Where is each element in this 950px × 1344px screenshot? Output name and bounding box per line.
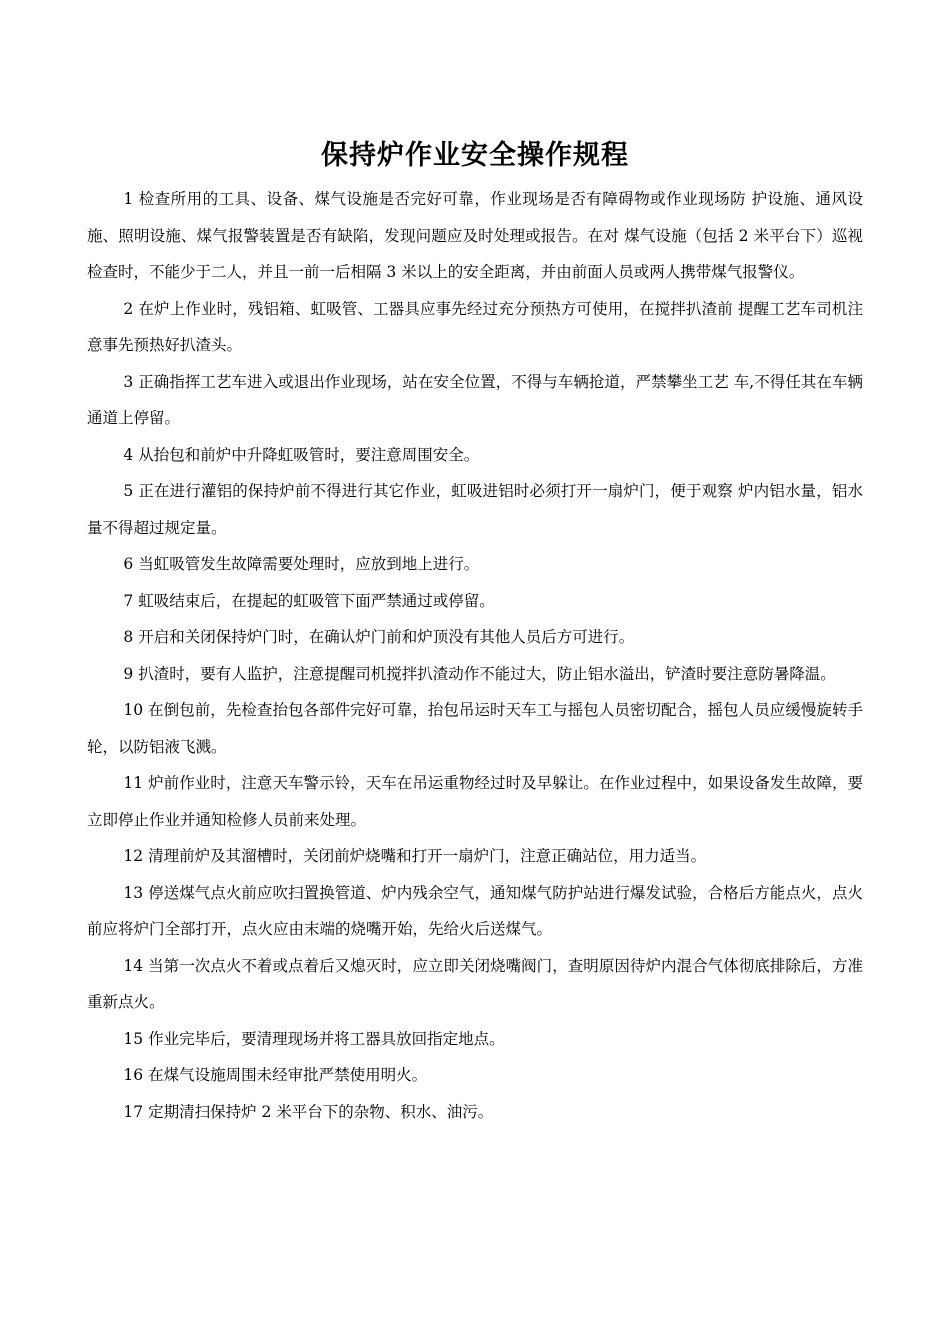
document-body <box>87 181 863 1130</box>
paragraph-8: 8 开启和关闭保持炉门时，在确认炉门前和炉顶没有其他人员后方可进行。 <box>123 628 635 646</box>
paragraph-6: 6 当虹吸管发生故障需要处理时，应放到地上进行。 <box>123 555 480 573</box>
paragraph-11: 11 炉前作业时，注意天车警示铃，天车在吊运重物经过时及早躲让。在作业过程中，如果设备发生故障，要立即停止作业并通知检修人员前来处理。 <box>87 774 863 829</box>
paragraph-15: 15 作业完毕后，要清理现场并将工器具放回指定地点。 <box>123 1029 505 1048</box>
paragraph-3: 3 正确指挥工艺车进入或退出作业现场，站在安全位置，不得与车辆抢道，严禁攀坐工艺 车,不得任其在车辆通道上停留。 <box>87 372 863 427</box>
paragraph-14: 14 当第一次点火不着或点着后又熄灭时，应立即关闭烧嘴阀门，查明原因待炉内混合气体彻底排除后，方准重新点火。 <box>87 956 863 1011</box>
paragraph-2: 2 在炉上作业时，残铝箱、虹吸管、工器具应事先经过充分预热方可使用，在搅拌扒渣前 提醒工艺车司机注意事先预热好扒渣头。 <box>87 299 863 354</box>
paragraph-5: 5 正在进行灌铝的保持炉前不得进行其它作业，虹吸进铝时必须打开一扇炉门，便于观察 炉内铝水量，铝水量不得超过规定量。 <box>87 482 863 537</box>
paragraph-16: 16 在煤气设施周围未经审批严禁使用明火。 <box>123 1066 428 1084</box>
paragraph-10: 10 在倒包前，先检查抬包各部件完好可靠，抬包吊运时天车工与摇包人员密切配合，摇包人员应缓慢旋转手轮，以防铝液飞溅。 <box>87 701 863 756</box>
paragraph-13: 13 停送煤气点火前应吹扫置换管道、炉内残余空气，通知煤气防护站进行爆发试验，合格后方能点火，点火前应将炉门全部打开，点火应由末端的烧嘴开始，先给火后送煤气。 <box>87 883 863 938</box>
paragraph-17: 17 定期清扫保持炉 2 米平台下的杂物、积水、油污。 <box>123 1102 494 1121</box>
paragraph-4: 4 从抬包和前炉中升降虹吸管时，要注意周围安全。 <box>123 445 480 464</box>
paragraph-12: 12 清理前炉及其溜槽时，关闭前炉烧嘴和打开一扇炉门，注意正确站位，用力适当。 <box>123 847 707 865</box>
paragraph-1: 1 检查所用的工具、设备、煤气设施是否完好可靠，作业现场是否有障碍物或作业现场防 护设施、通风设施、照明设施、煤气报警装置是否有缺陷，发现问题应及时处理或报告。在对 煤气设施（包括 2 米平台下）巡视检查时，不能少于二人，并且一前一后相隔 3 米以上的安全距离，并由前面人员或两人携带煤气报警仪。 <box>87 190 863 281</box>
document-title: 保持炉作业安全操作规程 <box>321 140 629 171</box>
paragraph-7: 7 虹吸结束后，在提起的虹吸管下面严禁通过或停留。 <box>123 591 495 610</box>
paragraph-9: 9 扒渣时，要有人监护，注意提醒司机搅拌扒渣动作不能过大，防止铝水溢出，铲渣时要注意防暑降温。 <box>123 664 836 683</box>
